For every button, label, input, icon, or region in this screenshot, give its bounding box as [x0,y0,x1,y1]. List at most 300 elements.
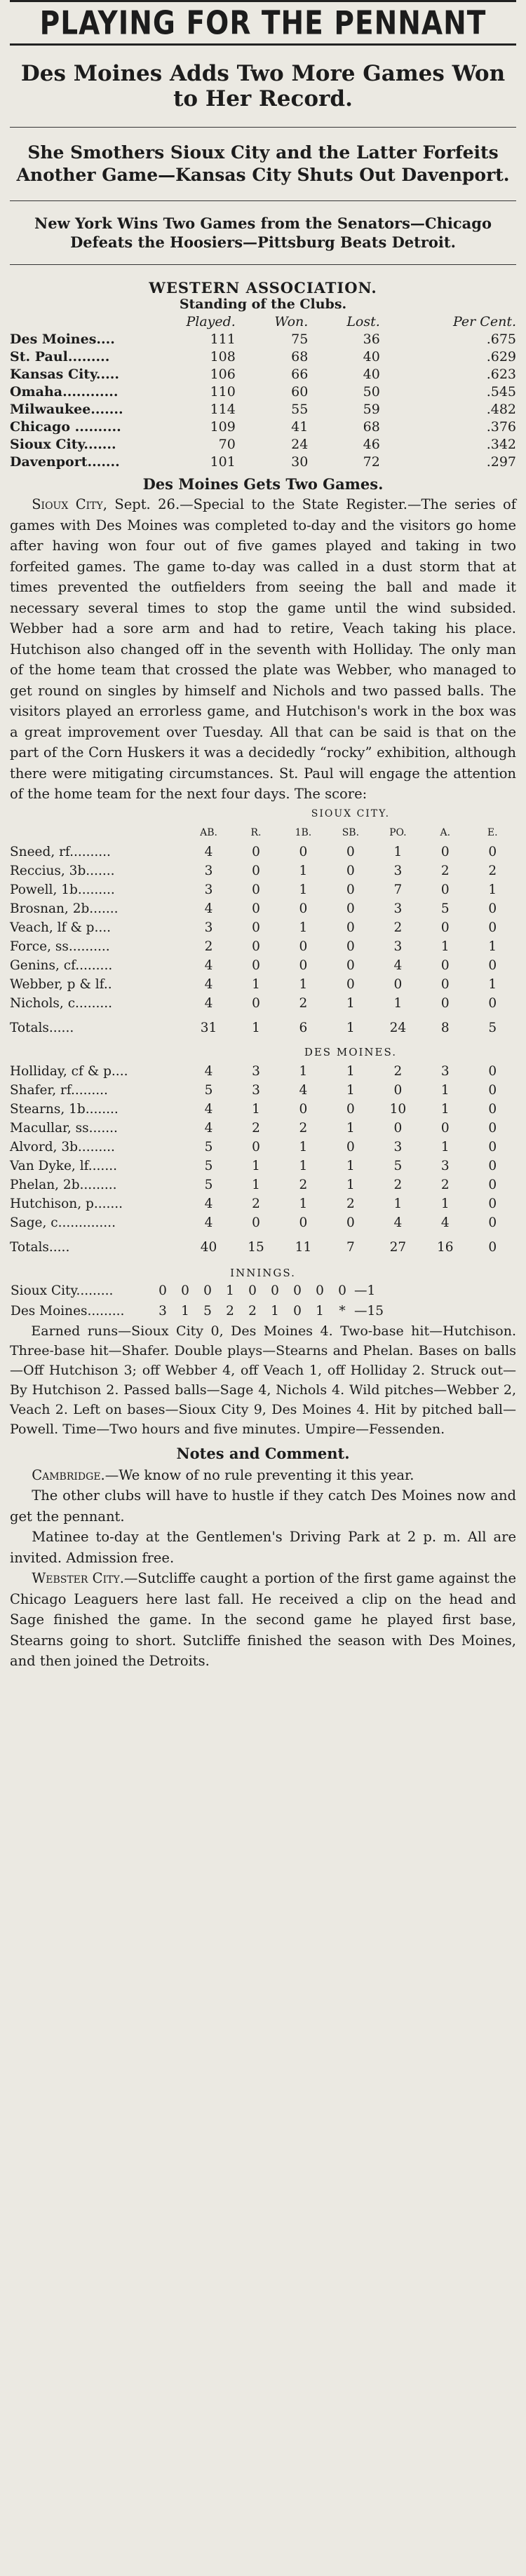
stat-value: 27 [389,1239,407,1255]
stat-value: 5 [488,1020,497,1035]
stat-value: 5 [204,1082,213,1098]
stat-value: 4 [204,844,213,859]
box-player-row [10,861,516,880]
standings-played: 110 [210,384,236,400]
player-name: Force, ss.......... [10,939,110,954]
standings-row [10,418,516,436]
stat-value: 1 [299,1196,308,1211]
stat-value: 4 [393,1215,403,1230]
deck-rule-2 [10,200,516,201]
stat-value: 15 [248,1239,264,1255]
standings-row [10,383,516,401]
box-player-row [10,918,516,937]
stat-value: 4 [204,1120,213,1136]
deck-rule-3 [10,264,516,265]
col-pct: Per Cent. [453,314,516,329]
stat-value: 5 [204,1139,213,1154]
inning-score: 0 [203,1283,212,1298]
deck-primary: Des Moines Adds Two More Games Won to Her Record. [20,61,506,111]
inning-score: 0 [338,1283,346,1298]
box-player-row [10,1175,516,1194]
box-player-row [10,1157,516,1175]
stat-value: 3 [204,882,213,897]
stat-value: 31 [200,1020,217,1035]
standings-title: WESTERN ASSOCIATION. [149,279,377,297]
team-name: Kansas City..... [10,367,120,382]
box-player-row [10,1213,516,1232]
stat-value: 4 [393,958,403,973]
stat-value: 0 [252,901,260,916]
headline-rule [10,43,516,46]
stat-value: 4 [204,976,213,992]
box-player-row [10,937,516,956]
inning-score: 3 [159,1303,167,1318]
standings-header-row [10,313,516,331]
stat-value: 4 [204,901,213,916]
stat-value: 1 [346,1063,355,1079]
box-total-row [10,1013,516,1043]
story-paragraph [10,494,516,805]
stat-value: 2 [299,995,308,1011]
note-text: .—Sutcliffe caught a portion of the first game against the Chicago Leaguers here last fall. He received a clip on the head and Sage finished the game. In the second game he played first base, Stearns going to short. Sutcliffe finished the season with Des Moines, and then joined the Detroits. [10,1570,516,1669]
stat-value: 24 [389,1020,407,1035]
summary-text: Earned runs—Sioux City 0, Des Moines 4. Two-base hit—Hutchison. Three-base hit—Shafer. Double plays—Stearns and Phelan. Bases on balls—Off Hutchison 3; off Webber 4, off Veach 1, off Holliday 2. Struck out—By Hutchison 2. Passed balls—Sage 4, Nichols 4. Wild pitches—Webber 2, Veach 2. Left on bases—Sioux City 9, Des Moines 4. Hit by pitched ball—Powell. Time—Two hours and five minutes. Umpire—Fessenden. [10,1323,516,1437]
stat-value: 0 [299,1215,308,1230]
player-name: Powell, 1b......... [10,882,115,897]
stat-value: 0 [488,995,497,1011]
stat-value: 0 [488,1239,497,1255]
box-player-row [10,975,516,994]
stat-value: 0 [252,939,260,954]
col-played: Played. [186,314,236,329]
inning-score: 1 [226,1283,234,1298]
stat-value: 2 [393,1063,403,1079]
standings-lost: 40 [363,349,380,364]
stat-value: 2 [252,1120,260,1136]
box-col-head: SB. [342,826,360,838]
stat-value: 0 [488,1101,497,1117]
standings-lost: 36 [363,332,380,347]
inning-score: 5 [203,1303,212,1318]
box-player-row [10,1100,516,1119]
stat-value: 4 [204,1101,213,1117]
stat-value: 0 [488,920,497,935]
inning-score: 0 [181,1283,189,1298]
standings-played: 114 [210,402,236,417]
stat-value: 2 [299,1177,308,1192]
stat-value: 5 [204,1177,213,1192]
stat-value: 7 [346,1239,355,1255]
player-name: Hutchison, p....... [10,1196,123,1211]
stat-value: 1 [393,995,403,1011]
stat-value: 2 [488,863,497,878]
stat-value: 0 [346,901,355,916]
stat-value: 1 [393,1196,403,1211]
standings-row [10,348,516,366]
stat-value: 1 [440,1082,450,1098]
standings-played: 109 [210,419,236,435]
stat-value: 0 [488,1082,497,1098]
inning-score: 1 [271,1303,279,1318]
stat-value: 1 [488,882,497,897]
stat-value: 0 [440,1120,450,1136]
stat-value: 0 [488,958,497,973]
game-summary [10,1321,516,1439]
stat-value: 3 [204,920,213,935]
note-paragraph [10,1485,516,1527]
notes-head: Notes and Comment. [176,1444,350,1462]
stat-value: 0 [252,1215,260,1230]
team-name: St. Paul......... [10,349,110,364]
stat-value: 2 [393,1177,403,1192]
player-name: Nichols, c......... [10,995,112,1011]
stat-value: 3 [440,1063,450,1079]
box-score [10,805,516,1262]
top-rule [10,0,516,2]
innings-body [10,1281,516,1321]
stat-value: 0 [252,844,260,859]
player-name: Veach, lf & p.... [10,920,112,935]
inning-score: 0 [293,1303,302,1318]
box-col-head: E. [487,826,498,838]
team2-name: DES MOINES. [304,1045,397,1058]
team-name: Des Moines.... [10,332,115,347]
standings-won: 41 [291,419,309,435]
stat-value: 0 [299,1101,308,1117]
standings-lost: 68 [363,419,380,435]
stat-value: 1 [346,995,355,1011]
stat-value: 0 [346,958,355,973]
deck-rule-1 [10,127,516,128]
dateline: Sioux City [32,496,103,512]
player-name: Macullar, ss....... [10,1120,118,1136]
innings-team: Des Moines......... [11,1303,125,1318]
stat-value: 7 [393,882,403,897]
stat-value: 0 [346,1215,355,1230]
story-subhead: Des Moines Gets Two Games. [142,475,384,493]
team-name: Omaha............ [10,384,119,400]
stat-value: 2 [440,863,450,878]
stat-value: 1 [346,1177,355,1192]
standings-row [10,401,516,418]
player-name: Phelan, 2b......... [10,1177,117,1192]
stat-value: 3 [393,939,403,954]
stat-value: 0 [299,844,308,859]
stat-value: 0 [252,958,260,973]
stat-value: 4 [204,1215,213,1230]
stat-value: 0 [299,958,308,973]
standings-played: 106 [210,367,236,382]
player-name: Totals...... [10,1020,74,1035]
notes-section [10,1465,516,1672]
player-name: Holliday, cf & p.... [10,1063,128,1079]
stat-value: 0 [488,1158,497,1173]
stat-value: 0 [252,863,260,878]
standings-pct: .623 [486,367,516,382]
stat-value: 2 [393,920,403,935]
stat-value: 0 [346,863,355,878]
stat-value: 3 [252,1063,260,1079]
team-name: Davenport....... [10,454,120,470]
box-player-row [10,1062,516,1081]
stat-value: 0 [440,976,450,992]
stat-value: 4 [299,1082,308,1098]
standings-won: 75 [291,332,309,347]
inning-score: 1 [316,1303,324,1318]
stat-value: 0 [488,1120,497,1136]
box-player-row [10,880,516,899]
stat-value: 0 [488,1063,497,1079]
stat-value: 8 [440,1020,450,1035]
standings-won: 60 [291,384,309,400]
player-name: Alvord, 3b......... [10,1139,115,1154]
inning-score: 2 [226,1303,234,1318]
standings-won: 66 [291,367,309,382]
stat-value: 4 [204,995,213,1011]
player-name: Brosnan, 2b....... [10,901,119,916]
box-column-headers [10,824,516,843]
innings-total: —15 [354,1303,384,1318]
innings-table [10,1281,516,1321]
player-name: Genins, cf......... [10,958,113,973]
innings-total: —1 [354,1283,376,1298]
stat-value: 0 [299,939,308,954]
stat-value: 2 [299,1120,308,1136]
stat-value: 0 [393,1120,403,1136]
box-player-row [10,1138,516,1157]
stat-value: 0 [488,1196,497,1211]
standings-row [10,366,516,383]
stat-value: 0 [252,882,260,897]
stat-value: 1 [488,939,497,954]
player-name: Totals..... [10,1239,70,1255]
note-text: Matinee to-day at the Gentlemen's Driving Park at 2 p. m. All are invited. Admission free. [10,1529,516,1566]
team-name: Chicago .......... [10,419,121,435]
stat-value: 0 [488,844,497,859]
note-text: The other clubs will have to hustle if they catch Des Moines now and get the pennant. [10,1487,516,1525]
inning-score: 2 [248,1303,257,1318]
standings-pct: .629 [486,349,516,364]
player-name: Shafer, rf......... [10,1082,108,1098]
standings-lost: 72 [363,454,380,470]
standings-won: 30 [291,454,309,470]
stat-value: 10 [389,1101,407,1117]
col-won: Won. [274,314,309,329]
note-dateline: Webster City [32,1570,120,1586]
standings-lost: 59 [363,402,380,417]
inning-score: 0 [271,1283,279,1298]
team-name: Milwaukee....... [10,402,123,417]
standings-pct: .482 [486,402,516,417]
standings-played: 70 [218,437,236,452]
standings-won: 68 [291,349,309,364]
stat-value: 3 [440,1158,450,1173]
standings-body [10,331,516,471]
stat-value: 0 [299,901,308,916]
stat-value: 2 [252,1196,260,1211]
stat-value: 3 [204,863,213,878]
box-col-head: R. [250,826,262,838]
stat-value: 0 [488,1139,497,1154]
stat-value: 11 [295,1239,312,1255]
innings-row [10,1281,516,1301]
stat-value: 4 [204,1063,213,1079]
inning-score: 0 [293,1283,302,1298]
stat-value: 0 [346,920,355,935]
stat-value: 4 [204,1196,213,1211]
stat-value: 1 [393,844,403,859]
stat-value: 3 [393,863,403,878]
box-player-row [10,956,516,975]
box-col-head: AB. [200,826,217,838]
stat-value: 0 [346,882,355,897]
player-name: Sneed, rf.......... [10,844,111,859]
stat-value: 40 [200,1239,217,1255]
box-player-row [10,994,516,1013]
standings-row [10,436,516,454]
stat-value: 0 [488,1215,497,1230]
stat-value: 0 [252,920,260,935]
standings-pct: .545 [486,384,516,400]
stat-value: 1 [346,1082,355,1098]
stat-value: 0 [488,1177,497,1192]
stat-value: 16 [437,1239,454,1255]
stat-value: 0 [346,844,355,859]
stat-value: 1 [488,976,497,992]
stat-value: 1 [440,1101,450,1117]
box-player-row [10,1119,516,1138]
inning-score: 0 [159,1283,167,1298]
team-name: Sioux City....... [10,437,116,452]
inning-score: * [339,1303,346,1318]
standings-won: 24 [291,437,309,452]
player-name: Webber, p & lf.. [10,976,112,992]
stat-value: 1 [440,939,450,954]
standings-won: 55 [291,402,309,417]
box-player-row [10,1194,516,1213]
note-dateline: Cambridge [32,1466,101,1483]
player-name: Sage, c.............. [10,1215,116,1230]
standings-pct: .376 [486,419,516,435]
stat-value: 0 [346,1101,355,1117]
box-team2-header [10,1043,516,1062]
stat-value: 5 [204,1158,213,1173]
stat-value: 1 [252,1101,260,1117]
stat-value: 0 [440,882,450,897]
stat-value: 0 [440,995,450,1011]
col-lost: Lost. [346,314,380,329]
inning-score: 1 [181,1303,189,1318]
standings-pct: .342 [486,437,516,452]
stat-value: 1 [252,1020,260,1035]
standings-played: 101 [210,454,236,470]
stat-value: 1 [299,882,308,897]
stat-value: 0 [346,976,355,992]
stat-value: 4 [204,958,213,973]
stat-value: 4 [440,1215,450,1230]
player-name: Stearns, 1b........ [10,1101,119,1117]
stat-value: 1 [346,1020,355,1035]
stat-value: 1 [299,863,308,878]
box-player-row [10,1081,516,1100]
inning-score: 0 [316,1283,324,1298]
deck-secondary: She Smothers Sioux City and the Latter Forfeits Another Game—Kansas City Shuts Out Davenport. [16,142,510,185]
stat-value: 0 [393,1082,403,1098]
standings-row [10,454,516,471]
box-total-row [10,1232,516,1262]
player-name: Reccius, 3b....... [10,863,115,878]
standings-played: 111 [210,332,236,347]
box-score-body [10,843,516,1262]
stat-value: 1 [252,1158,260,1173]
standings-row [10,331,516,348]
stat-value: 1 [299,976,308,992]
story-body [10,494,516,805]
stat-value: 0 [393,976,403,992]
standings-pct: .297 [486,454,516,470]
stat-value: 0 [346,939,355,954]
stat-value: 1 [346,1120,355,1136]
note-text: .—We know of no rule preventing it this year. [100,1466,414,1483]
box-col-head: PO. [389,826,407,838]
stat-value: 5 [393,1158,403,1173]
note-paragraph [10,1568,516,1672]
stat-value: 0 [346,1139,355,1154]
stat-value: 1 [299,1063,308,1079]
stat-value: 0 [440,844,450,859]
stat-value: 2 [346,1196,355,1211]
headline: PLAYING FOR THE PENNANT [39,4,487,43]
player-name: Van Dyke, lf....... [10,1158,117,1173]
team1-name: SIOUX CITY. [311,807,391,819]
note-paragraph [10,1527,516,1568]
stat-value: 1 [440,1139,450,1154]
stat-value: 2 [204,939,213,954]
innings-row [10,1301,516,1321]
stat-value: 5 [440,901,450,916]
stat-value: 1 [346,1158,355,1173]
stat-value: 1 [299,920,308,935]
stat-value: 1 [299,1139,308,1154]
stat-value: 0 [488,901,497,916]
stat-value: 3 [393,1139,403,1154]
innings-team: Sioux City......... [11,1283,114,1298]
stat-value: 6 [299,1020,308,1035]
standings-lost: 46 [363,437,380,452]
stat-value: 0 [252,1139,260,1154]
box-team1-header [10,805,516,824]
standings-lost: 40 [363,367,380,382]
stat-value: 0 [440,958,450,973]
standings-table [10,313,516,471]
stat-value: 3 [393,901,403,916]
box-player-row [10,899,516,918]
story-text: , Sept. 26.—Special to the State Register.—The series of games with Des Moines was completed to-day and the visitors go home after having won four out of five games played and taking in two forfeited games. The game to-day was called in a dust storm that at times prevented the outfielders from seeing the ball and made it necessary several times to stop the game until the wind subsided. Webber had a sore arm and had to retire, Veach taking his place. Hutchison also changed off in the seventh with Holliday. The only man of the home team that crossed the plate was Webber, who managed to get round on singles by himself and Nichols and two passed balls. The visitors played an errorless game, and Hutchison's work in the box was a great improvement over Tuesday. All that can be said is that on the part of the Corn Huskers it was a decidedly “rocky” exhibition, although there were mitigating circumstances. St. Paul will engage the attention of the home team for the next four days. The score: [10,496,516,802]
stat-value: 1 [440,1196,450,1211]
box-player-row [10,843,516,861]
stat-value: 1 [299,1158,308,1173]
standings-lost: 50 [363,384,380,400]
standings-played: 108 [210,349,236,364]
innings-head: INNINGS. [230,1266,296,1279]
note-paragraph [10,1465,516,1486]
deck-tertiary: New York Wins Two Games from the Senators—Chicago Defeats the Hoosiers—Pittsburg Beats Detroit. [34,214,492,251]
inning-score: 0 [248,1283,257,1298]
stat-value: 3 [252,1082,260,1098]
stat-value: 1 [252,1177,260,1192]
stat-value: 0 [440,920,450,935]
stat-value: 1 [252,976,260,992]
